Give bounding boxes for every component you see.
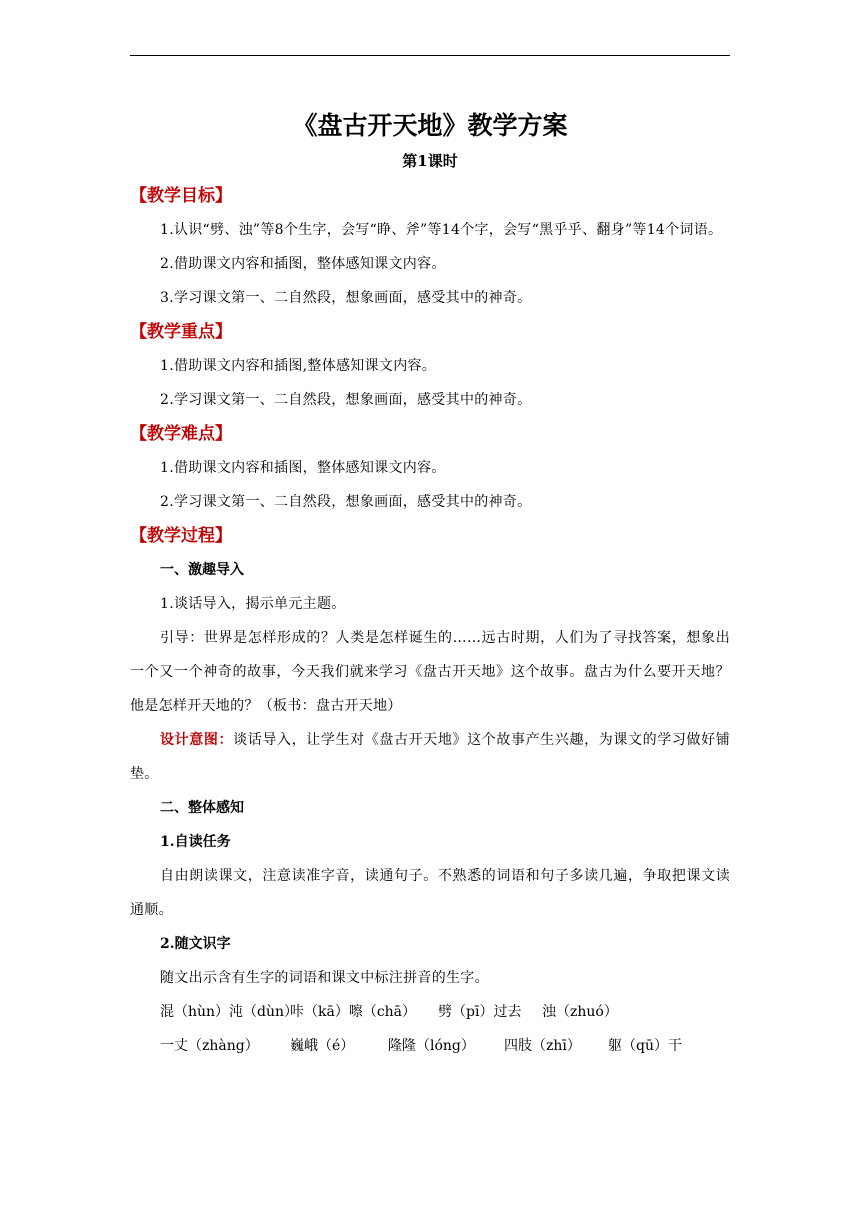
task-text-character-learning: 随文出示含有生字的词语和课文中标注拼音的生字。 [160, 970, 489, 986]
goals-heading: 【教学目标】 [130, 186, 232, 206]
process-heading: 【教学过程】 [130, 526, 232, 546]
goal-item: 1.认识“劈、浊”等8个生字，会写“睁、斧”等14个字，会写“黑乎乎、翻身”等14个词语。 [160, 222, 723, 238]
vocab-word: 隆隆（lóng） [388, 1038, 475, 1054]
vocab-word: 咔（kā）嚓（chā） [290, 1004, 417, 1020]
vocab-word: 四肢（zhī） [504, 1038, 581, 1054]
document-content [130, 105, 730, 1063]
vocab-word: 劈（pī）过去 [438, 1004, 522, 1020]
design-intent-label: 设计意图： [160, 732, 234, 748]
key-point-item: 2.学习课文第一、二自然段，想象画面，感受其中的神奇。 [160, 392, 532, 408]
task-text-self-reading: 自由朗读课文，注意读准字音，读通句子。不熟悉的词语和句子多读几遍，争取把课文读通顺。 [130, 868, 730, 918]
design-intent [130, 723, 730, 791]
intro-step: 1.谈话导入，揭示单元主题。 [160, 596, 346, 612]
key-point-item: 1.借助课文内容和插图,整体感知课文内容。 [160, 358, 437, 374]
section-title-overview: 二、整体感知 [160, 800, 244, 816]
difficulty-item: 2.学习课文第一、二自然段，想象画面，感受其中的神奇。 [160, 494, 532, 510]
vocab-row-2 [130, 1029, 730, 1063]
design-intent-text: 谈话导入，让学生对《盘古开天地》这个故事产生兴趣，为课文的学习做好铺垫。 [130, 732, 731, 782]
difficulties-heading: 【教学难点】 [130, 424, 232, 444]
vocab-word: 浊（zhuó） [542, 1004, 618, 1020]
lesson-subtitle: 第1课时 [402, 152, 458, 170]
vocab-row-1 [130, 995, 730, 1029]
section-title-intro: 一、激趣导入 [160, 562, 244, 578]
goal-item: 2.借助课文内容和插图，整体感知课文内容。 [160, 256, 446, 272]
difficulty-item: 1.借助课文内容和插图，整体感知课文内容。 [160, 460, 446, 476]
document-title: 《盘古开天地》教学方案 [292, 111, 568, 140]
intro-guide: 引导：世界是怎样形成的？人类是怎样诞生的……远古时期，人们为了寻找答案，想象出一个又一个神奇的故事，今天我们就来学习《盘古开天地》这个故事。盘古为什么要开天地？他是怎样开天地的？（板书：盘古开天地） [130, 630, 730, 714]
vocab-word: 躯（qū）干 [608, 1038, 682, 1054]
goal-item: 3.学习课文第一、二自然段，想象画面，感受其中的神奇。 [160, 290, 532, 306]
header-rule [130, 55, 730, 56]
vocab-word: 混（hùn）沌（dùn） [160, 1004, 299, 1020]
key-points-heading: 【教学重点】 [130, 322, 232, 342]
task-title-character-learning: 2.随文识字 [160, 936, 231, 952]
vocab-word: 一丈（zhàng） [160, 1038, 259, 1054]
vocab-word: 巍峨（é） [290, 1038, 355, 1054]
task-title-self-reading: 1.自读任务 [160, 834, 231, 850]
